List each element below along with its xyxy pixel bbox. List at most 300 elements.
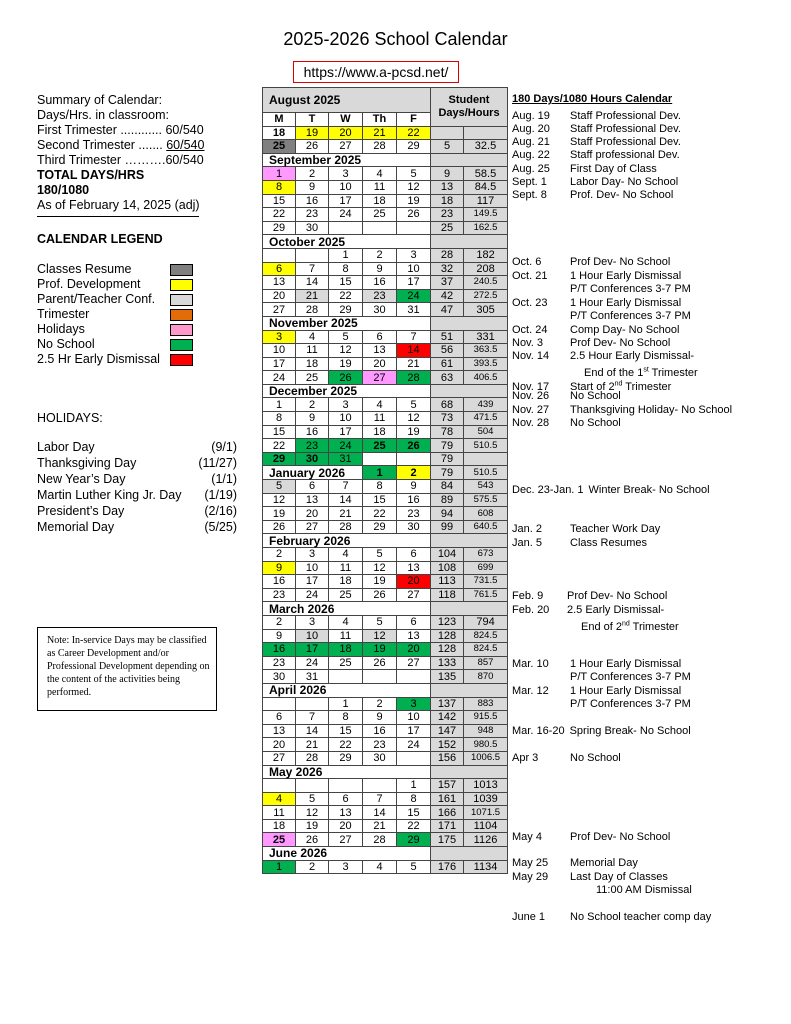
month-header-filler (431, 765, 508, 779)
holiday-name: Thanksgiving Day (37, 456, 137, 470)
student-days-cell: 78 (431, 425, 464, 439)
date-cell (397, 670, 431, 684)
date-cell: 5 (363, 548, 397, 562)
date-cell: 16 (363, 276, 397, 290)
student-hours-cell: 272.5 (464, 289, 508, 303)
student-days-cell: 47 (431, 303, 464, 317)
student-days-cell: 84 (431, 480, 464, 494)
date-cell: 12 (363, 561, 397, 575)
date-cell: 27 (363, 371, 397, 385)
date-cell: 16 (296, 425, 329, 439)
date-cell: 29 (329, 751, 363, 765)
date-cell: 2 (296, 860, 329, 874)
date-cell: 11 (329, 629, 363, 643)
date-cell: 14 (397, 344, 431, 358)
date-cell: 27 (329, 833, 363, 847)
date-cell: 17 (296, 643, 329, 657)
event-item (512, 404, 732, 417)
date-cell: 12 (397, 180, 431, 194)
legend-item (37, 322, 85, 336)
holiday-item (37, 488, 237, 502)
date-cell: 7 (363, 792, 397, 806)
holiday-date: (11/27) (198, 456, 237, 470)
day-header: Th (363, 113, 397, 127)
note-box: Note: In-service Days may be classified as Career Development and/or Professional Development depending on the content of the activities being performed. (37, 627, 217, 711)
date-cell: 16 (397, 493, 431, 507)
student-hours-cell: 363.5 (464, 344, 508, 358)
student-days-cell: 23 (431, 208, 464, 222)
date-cell: 11 (363, 180, 397, 194)
date-cell: 2 (296, 167, 329, 181)
event-item (512, 752, 621, 765)
student-hours-cell: 948 (464, 724, 508, 738)
date-cell: 17 (296, 575, 329, 589)
event-text: P/T Conferences 3-7 PM (570, 283, 691, 295)
date-cell (329, 779, 363, 793)
event-text: Prof Dev- No School (570, 337, 671, 349)
date-cell: 15 (329, 724, 363, 738)
event-item (512, 163, 657, 176)
holiday-name: President’s Day (37, 504, 125, 518)
student-hours-cell: 406.5 (464, 371, 508, 385)
student-days-cell: 99 (431, 520, 464, 534)
student-hours-cell (464, 452, 508, 466)
event-item (512, 310, 691, 323)
event-item (512, 857, 638, 870)
date-cell: 5 (397, 860, 431, 874)
date-cell: 23 (397, 507, 431, 521)
date-cell: 8 (263, 180, 296, 194)
divider (37, 216, 199, 217)
website-link[interactable]: https://www.a-pcsd.net/ (293, 61, 459, 83)
event-text: Prof Dev- No School (570, 831, 671, 843)
holiday-item (37, 504, 237, 518)
calendar-grid (262, 87, 507, 874)
student-days-cell: 104 (431, 548, 464, 562)
student-hours-cell: 240.5 (464, 276, 508, 290)
day-header: F (397, 113, 431, 127)
date-cell: 30 (296, 452, 329, 466)
holiday-item (37, 520, 237, 534)
student-hours-cell: 331 (464, 330, 508, 344)
date-cell: 14 (329, 493, 363, 507)
date-cell: 22 (363, 507, 397, 521)
event-text: Winter Break- No School (588, 484, 710, 496)
event-item (512, 604, 664, 617)
day-header: M (263, 113, 296, 127)
month-header: March 2026 (263, 602, 431, 616)
date-cell: 1 (263, 860, 296, 874)
date-cell: 23 (296, 208, 329, 222)
date-cell: 8 (329, 262, 363, 276)
event-item (512, 417, 621, 430)
date-cell: 17 (329, 425, 363, 439)
event-text: Spring Break- No School (569, 725, 691, 737)
date-cell: 21 (363, 126, 397, 140)
student-days-cell: 108 (431, 561, 464, 575)
legend-label: Trimester (37, 307, 90, 321)
date-cell: 2 (263, 615, 296, 629)
event-item (512, 149, 680, 162)
date-cell: 26 (363, 588, 397, 602)
student-days-cell: 73 (431, 412, 464, 426)
legend-item (37, 292, 155, 306)
event-item (512, 123, 681, 136)
student-days-cell: 128 (431, 643, 464, 657)
date-cell: 18 (263, 819, 296, 833)
event-date: May 4 (512, 831, 542, 843)
event-date: Mar. 16-20 (512, 725, 565, 737)
date-cell: 15 (263, 425, 296, 439)
event-date: Dec. 23-Jan. 1 (512, 484, 584, 496)
date-cell (363, 779, 397, 793)
date-cell: 22 (397, 819, 431, 833)
student-days-cell: 5 (431, 140, 464, 154)
student-hours-cell: 794 (464, 615, 508, 629)
summary-line: Days/Hrs. in classroom: (37, 108, 169, 122)
student-hours-cell: 149.5 (464, 208, 508, 222)
date-cell (397, 751, 431, 765)
event-item (512, 658, 681, 671)
event-date: Sept. 8 (512, 189, 547, 201)
events-list (512, 0, 791, 1024)
date-cell: 22 (329, 289, 363, 303)
date-cell: 30 (363, 751, 397, 765)
month-header-filler (431, 384, 508, 398)
month-header: October 2025 (263, 235, 431, 249)
student-hours-cell: 1134 (464, 860, 508, 874)
event-date: Mar. 10 (512, 658, 549, 670)
date-cell: 8 (363, 480, 397, 494)
student-days-cell: 13 (431, 180, 464, 194)
date-cell: 9 (363, 262, 397, 276)
date-cell: 19 (296, 126, 329, 140)
legend-label: No School (37, 337, 95, 351)
event-text: Start of 2nd Trimester (570, 380, 672, 393)
date-cell: 24 (397, 289, 431, 303)
date-cell: 10 (397, 711, 431, 725)
date-cell (397, 221, 431, 235)
student-days-cell: 152 (431, 738, 464, 752)
date-cell: 12 (363, 629, 397, 643)
date-cell: 21 (296, 289, 329, 303)
page-title: 2025-2026 School Calendar (283, 29, 508, 49)
event-text: Teacher Work Day (570, 523, 661, 535)
student-days-cell (431, 126, 464, 140)
date-cell: 10 (329, 180, 363, 194)
legend-label: Holidays (37, 322, 85, 336)
date-cell: 24 (329, 439, 363, 453)
second-trimester (37, 138, 204, 153)
date-cell (296, 248, 329, 262)
second-trimester-value: 60/540 (166, 138, 205, 152)
event-item (512, 871, 668, 884)
date-cell: 13 (329, 806, 363, 820)
student-hours-cell: 980.5 (464, 738, 508, 752)
event-text: 2.5 Early Dismissal- (567, 604, 665, 616)
event-text: Staff Professional Dev. (570, 123, 681, 135)
student-days-cell: 51 (431, 330, 464, 344)
date-cell: 24 (329, 208, 363, 222)
holiday-name: New Year’s Day (37, 472, 126, 486)
date-cell: 24 (296, 656, 329, 670)
date-cell: 23 (263, 656, 296, 670)
event-item (512, 590, 667, 603)
student-hours-cell: 640.5 (464, 520, 508, 534)
event-item (512, 685, 681, 698)
month-header: May 2026 (263, 765, 431, 779)
event-date: Nov. 17 (512, 380, 550, 393)
date-cell: 26 (296, 833, 329, 847)
date-cell: 6 (363, 330, 397, 344)
event-text: Class Resumes (570, 537, 648, 549)
date-cell: 1 (397, 779, 431, 793)
date-cell: 30 (263, 670, 296, 684)
date-cell: 7 (397, 330, 431, 344)
student-hours-cell: 857 (464, 656, 508, 670)
student-hours-cell: 439 (464, 398, 508, 412)
student-hours-cell: 32.5 (464, 140, 508, 154)
event-text: First Day of Class (570, 163, 657, 175)
holiday-date: (1/1) (211, 472, 237, 486)
date-cell: 15 (363, 493, 397, 507)
event-date: Aug. 21 (512, 136, 550, 148)
date-cell: 19 (263, 507, 296, 521)
event-text: 1 Hour Early Dismissal (570, 270, 682, 282)
second-trimester-label: Second Trimester ....... (37, 138, 167, 152)
event-item (512, 725, 691, 738)
month-header: February 2026 (263, 534, 431, 548)
legend-heading: CALENDAR LEGEND (37, 232, 163, 246)
date-cell (263, 779, 296, 793)
date-cell: 28 (363, 140, 397, 154)
date-cell (263, 697, 296, 711)
holiday-date: (1/19) (204, 488, 237, 502)
date-cell: 6 (329, 792, 363, 806)
date-cell: 3 (397, 697, 431, 711)
date-cell (329, 670, 363, 684)
event-item (512, 523, 660, 536)
event-item (512, 884, 692, 897)
date-cell: 26 (397, 439, 431, 453)
student-days-cell: 113 (431, 575, 464, 589)
student-days-cell: 128 (431, 629, 464, 643)
event-date: Nov. 27 (512, 404, 550, 416)
date-cell: 30 (363, 303, 397, 317)
student-hours-cell: 471.5 (464, 412, 508, 426)
legend-swatch (170, 324, 193, 336)
date-cell: 19 (363, 575, 397, 589)
date-cell: 13 (397, 629, 431, 643)
date-cell: 29 (329, 303, 363, 317)
date-cell: 18 (329, 575, 363, 589)
date-cell: 24 (397, 738, 431, 752)
student-days-cell: 142 (431, 711, 464, 725)
month-header: August 2025 (263, 88, 431, 113)
event-date: Jan. 2 (512, 523, 542, 535)
date-cell: 6 (263, 262, 296, 276)
student-hours-cell: 1126 (464, 833, 508, 847)
month-header-filler (431, 316, 508, 330)
date-cell: 2 (296, 398, 329, 412)
date-cell: 20 (329, 819, 363, 833)
event-text: No School teacher comp day (570, 911, 712, 923)
date-cell: 20 (329, 126, 363, 140)
date-cell: 18 (363, 194, 397, 208)
event-date: Jan. 5 (512, 537, 542, 549)
event-item (512, 337, 670, 350)
month-header-filler (431, 235, 508, 249)
date-cell: 26 (397, 208, 431, 222)
holiday-item (37, 456, 237, 470)
date-cell: 16 (363, 724, 397, 738)
event-item (512, 283, 691, 296)
date-cell (296, 779, 329, 793)
student-days-cell: 166 (431, 806, 464, 820)
student-hours-cell: 870 (464, 670, 508, 684)
first-trimester: First Trimester ............ 60/540 (37, 123, 204, 137)
event-text: No School (570, 417, 621, 429)
event-text: 2.5 Hour Early Dismissal- (570, 350, 695, 362)
date-cell: 26 (263, 520, 296, 534)
legend-item (37, 352, 160, 366)
student-hours-cell: 575.5 (464, 493, 508, 507)
student-hours-cell: 1013 (464, 779, 508, 793)
date-cell (329, 221, 363, 235)
month-header: January 2026 (263, 466, 363, 480)
event-text: Prof Dev- No School (567, 590, 668, 602)
date-cell: 20 (363, 357, 397, 371)
event-text: 11:00 AM Dismissal (596, 884, 692, 896)
legend-label: Parent/Teacher Conf. (37, 292, 156, 306)
legend-swatch (170, 294, 193, 306)
event-item (512, 698, 691, 711)
student-days-cell: 37 (431, 276, 464, 290)
date-cell: 3 (263, 330, 296, 344)
event-text: End of 2nd Trimester (581, 620, 679, 633)
date-cell: 19 (397, 194, 431, 208)
student-days-cell: 175 (431, 833, 464, 847)
date-cell: 25 (263, 833, 296, 847)
date-cell: 9 (296, 180, 329, 194)
legend-item (37, 277, 141, 291)
student-days-cell: 133 (431, 656, 464, 670)
date-cell: 21 (296, 738, 329, 752)
date-cell: 29 (397, 833, 431, 847)
date-cell: 24 (296, 588, 329, 602)
date-cell: 11 (296, 344, 329, 358)
date-cell: 20 (397, 643, 431, 657)
event-item (512, 617, 679, 634)
date-cell: 4 (329, 615, 363, 629)
event-date: June 1 (512, 911, 546, 923)
date-cell: 28 (329, 520, 363, 534)
date-cell: 29 (263, 221, 296, 235)
date-cell: 23 (296, 439, 329, 453)
date-cell: 27 (263, 303, 296, 317)
date-cell: 30 (397, 520, 431, 534)
date-cell: 21 (329, 507, 363, 521)
date-cell: 13 (263, 724, 296, 738)
legend-item (37, 262, 131, 276)
date-cell: 13 (397, 561, 431, 575)
date-cell: 1 (363, 466, 397, 480)
date-cell: 17 (263, 357, 296, 371)
date-cell: 20 (263, 289, 296, 303)
student-hours-cell: 162.5 (464, 221, 508, 235)
date-cell: 11 (263, 806, 296, 820)
student-hours-cell: 824.5 (464, 643, 508, 657)
date-cell: 4 (263, 792, 296, 806)
holiday-date: (2/16) (204, 504, 237, 518)
month-header-filler (431, 602, 508, 616)
legend-item (37, 337, 95, 351)
date-cell: 16 (263, 643, 296, 657)
student-hours-cell: 58.5 (464, 167, 508, 181)
event-date: Feb. 20 (512, 604, 550, 616)
date-cell: 27 (397, 656, 431, 670)
holidays-list (37, 440, 237, 535)
date-cell: 4 (363, 167, 397, 181)
student-hours-cell: 1039 (464, 792, 508, 806)
date-cell: 5 (397, 398, 431, 412)
date-cell: 21 (363, 819, 397, 833)
date-cell: 6 (263, 711, 296, 725)
student-hours-cell: 182 (464, 248, 508, 262)
date-cell: 2 (397, 466, 431, 480)
event-date: Aug. 22 (512, 149, 550, 161)
student-hours-cell: 84.5 (464, 180, 508, 194)
student-hours-cell: 699 (464, 561, 508, 575)
date-cell: 11 (329, 561, 363, 575)
date-cell: 20 (397, 575, 431, 589)
date-cell: 26 (363, 656, 397, 670)
event-text: P/T Conferences 3-7 PM (570, 671, 691, 683)
date-cell: 25 (296, 371, 329, 385)
date-cell: 24 (263, 371, 296, 385)
month-header-filler (431, 683, 508, 697)
event-item (512, 671, 691, 684)
date-cell: 25 (329, 588, 363, 602)
date-cell (363, 221, 397, 235)
date-cell: 19 (329, 357, 363, 371)
date-cell: 7 (329, 480, 363, 494)
date-cell: 4 (363, 398, 397, 412)
event-item (512, 831, 670, 844)
student-days-cell: 61 (431, 357, 464, 371)
event-item (512, 256, 670, 269)
date-cell: 10 (296, 561, 329, 575)
date-cell: 12 (397, 412, 431, 426)
event-text: Staff professional Dev. (570, 149, 680, 161)
event-text: Memorial Day (570, 857, 638, 869)
date-cell: 3 (296, 615, 329, 629)
event-item (512, 390, 621, 403)
student-hours-cell: 761.5 (464, 588, 508, 602)
student-days-cell: 89 (431, 493, 464, 507)
event-date: Nov. 3 (512, 337, 543, 349)
event-date: Oct. 6 (512, 256, 542, 268)
date-cell: 11 (363, 412, 397, 426)
student-hours-cell: 1104 (464, 819, 508, 833)
summary-heading: Summary of Calendar: (37, 93, 163, 107)
legend-swatch (170, 354, 193, 366)
date-cell: 25 (363, 208, 397, 222)
date-cell: 15 (397, 806, 431, 820)
event-item (512, 136, 681, 149)
date-cell: 14 (296, 724, 329, 738)
event-text: Last Day of Classes (570, 871, 668, 883)
